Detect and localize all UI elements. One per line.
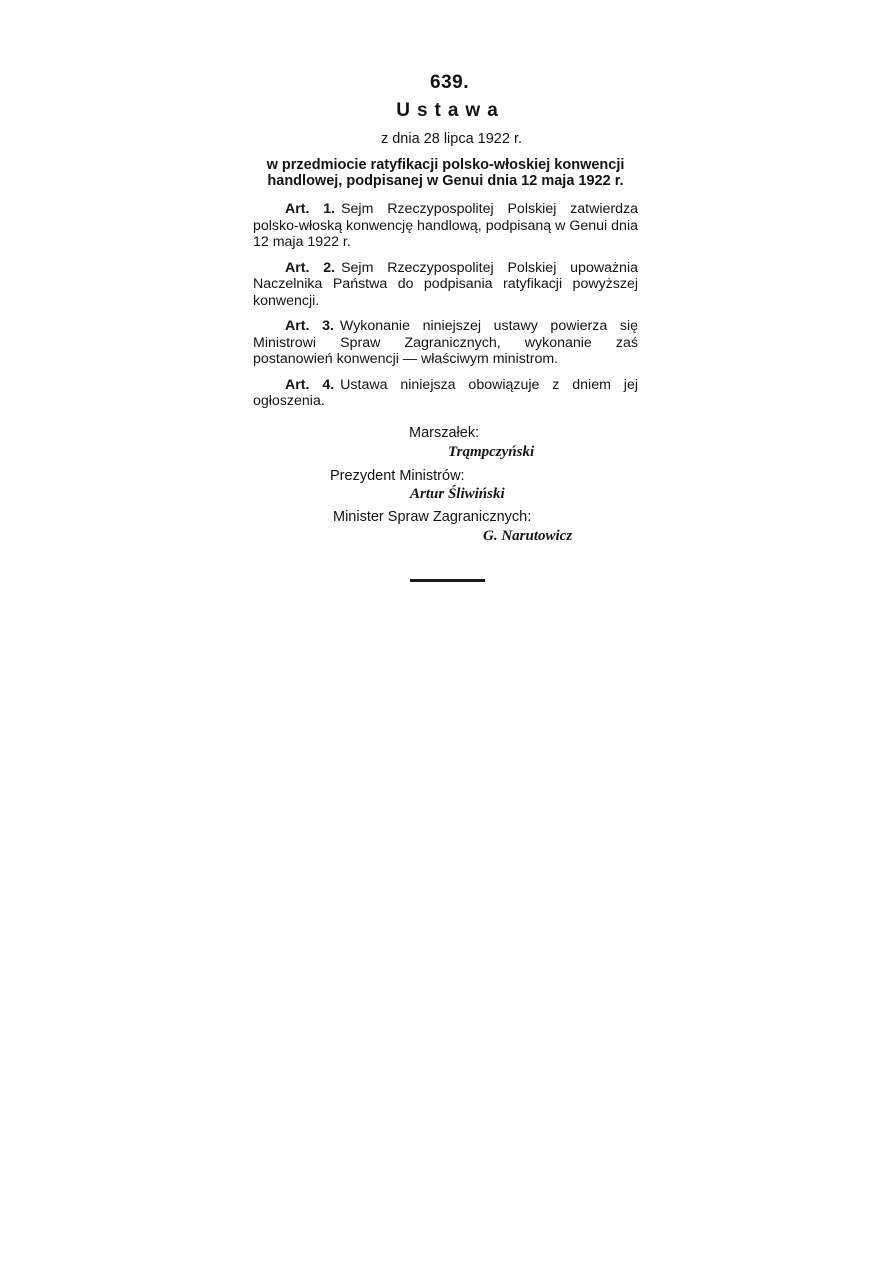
signature-name-foreign-minister: G. Narutowicz [483, 527, 573, 544]
article-4 [253, 377, 638, 410]
article-text: Ustawa niniejsza obowiązuje z dniem jej ogłoszenia. [253, 376, 638, 409]
document-date: z dnia 28 lipca 1922 r. [380, 131, 523, 147]
article-label: Art. 1. [285, 201, 336, 217]
document-title: Ustawa [396, 100, 505, 121]
article-2 [253, 260, 638, 310]
article-text: Sejm Rzeczypospolitej Polskiej zatwierdza polsko-włoską konwencję handlową, podpisaną w Genui dnia 12 maja 1922 r. [253, 201, 638, 250]
article-1 [253, 201, 638, 251]
article-3 [253, 318, 638, 368]
signature-block [253, 419, 638, 569]
signature-role-prime-minister: Prezydent Ministrów: [330, 467, 465, 484]
document-page [253, 72, 638, 569]
document-number: 639. [430, 72, 469, 93]
article-label: Art. 4. [285, 376, 335, 393]
closing-rule [410, 579, 485, 582]
article-text: Wykonanie niniejszej ustawy powierza się Ministrowi Spraw Zagranicznych, wykonanie zaś postanowień konwencji — właściwym ministrom. [253, 318, 638, 367]
signature-role-foreign-minister: Minister Spraw Zagranicznych: [333, 508, 532, 525]
signature-role-marshal: Marszałek: [409, 424, 480, 441]
article-label: Art. 3. [285, 318, 334, 334]
signature-name-prime-minister: Artur Śliwiński [410, 485, 505, 502]
signature-name-marshal: Trąmpczyński [448, 443, 535, 460]
article-text: Sejm Rzeczypospolitej Polskiej upoważnia Naczelnika Państwa do podpisania ratyfikacji powyższej konwencji. [253, 259, 638, 309]
article-label: Art. 2. [285, 259, 336, 276]
document-subject: w przedmiocie ratyfikacji polsko-włoskiej konwencji handlowej, podpisanej w Genui dnia 12 maja 1922 r. [266, 157, 625, 189]
